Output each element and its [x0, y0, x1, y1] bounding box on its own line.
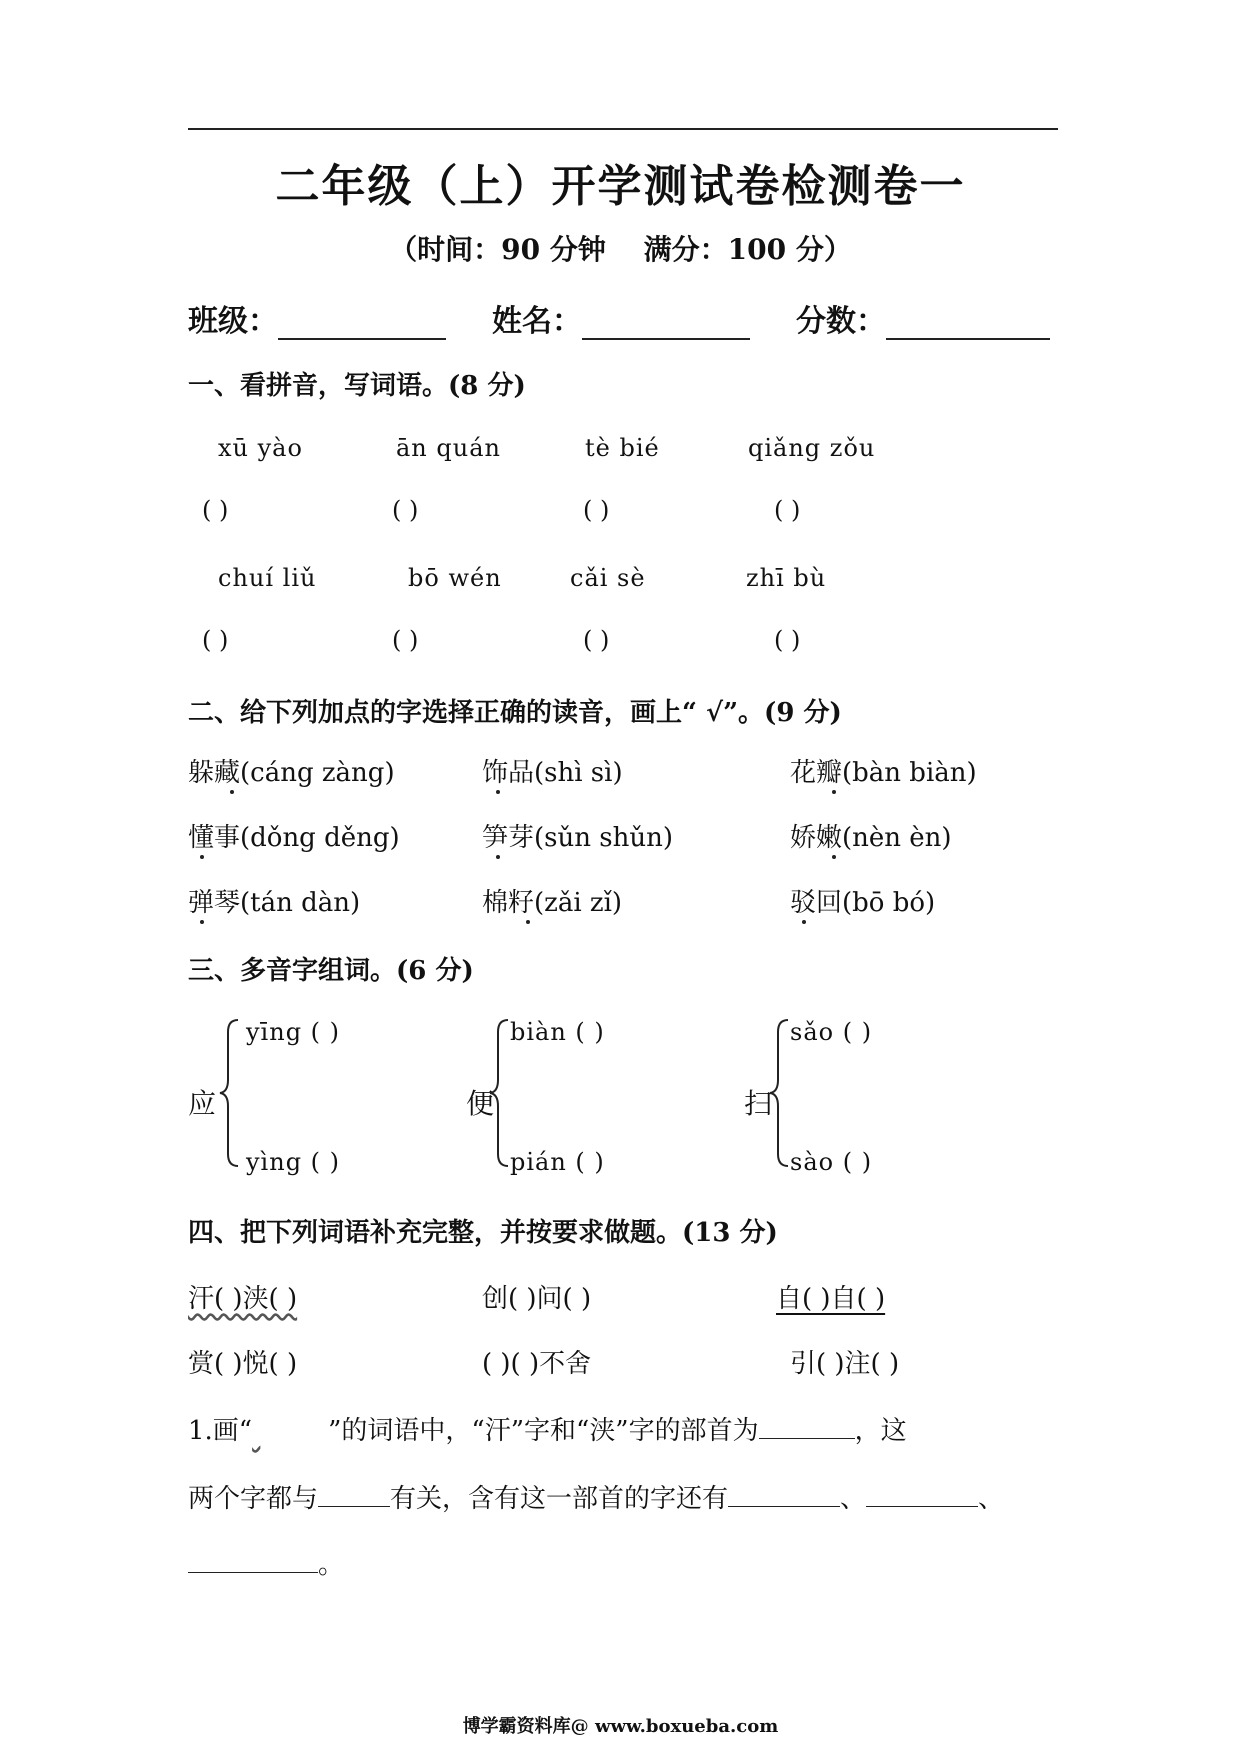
q1-blank-radical[interactable] — [759, 1414, 855, 1439]
pinyin-8: zhī bù — [746, 564, 827, 592]
pinyin-3: tè bié — [585, 434, 660, 462]
answer-paren[interactable]: ( ) — [202, 626, 229, 654]
polyphone-top[interactable]: sǎo ( ) — [790, 1018, 873, 1046]
polyphone-top[interactable]: yīng ( ) — [246, 1018, 341, 1046]
idiom-blank[interactable]: 创( )问( ) — [482, 1284, 592, 1314]
polyphone-top[interactable]: biàn ( ) — [510, 1018, 605, 1046]
reading-item[interactable]: 驳回(bō bó) — [790, 888, 936, 918]
idiom-blank[interactable]: ( )( )不舍 — [482, 1349, 592, 1379]
page-title: 二年级（上）开学测试卷检测卷一 — [275, 161, 966, 212]
answer-paren[interactable]: ( ) — [583, 496, 610, 524]
pinyin-4: qiǎng zǒu — [748, 434, 876, 462]
pinyin-7: cǎi sè — [570, 564, 646, 592]
class-blank[interactable] — [278, 308, 446, 340]
emphasis-dot — [802, 920, 806, 924]
score-field — [796, 296, 1050, 340]
emphasis-dot — [496, 790, 500, 794]
q1-blank-related[interactable] — [318, 1482, 390, 1507]
q1-sep: 、 — [840, 1484, 867, 1514]
emphasis-dot — [496, 855, 500, 859]
question-1-line2 — [188, 1478, 1004, 1515]
answer-paren[interactable]: ( ) — [392, 496, 419, 524]
question-1-line3 — [188, 1544, 344, 1581]
reading-item[interactable]: 棉籽(zǎi zǐ) — [482, 888, 623, 918]
q1-text-e: 有关，含有这一部首的字还有 — [390, 1484, 729, 1514]
polyphone-bottom[interactable]: sào ( ) — [790, 1148, 873, 1176]
emphasis-dot — [832, 855, 836, 859]
reading-item[interactable]: 娇嫩(nèn èn) — [790, 823, 952, 853]
answer-paren[interactable]: ( ) — [583, 626, 610, 654]
reading-item[interactable]: 花瓣(bàn biàn) — [790, 758, 977, 788]
footer-watermark: 博学霸资料库@ www.boxueba.com — [462, 1716, 779, 1737]
score-blank[interactable] — [886, 308, 1050, 340]
q1-blank-char3[interactable] — [188, 1548, 318, 1573]
polyphone-char: 应 — [188, 1087, 217, 1120]
subtitle — [0, 228, 1241, 268]
emphasis-dot — [230, 790, 234, 794]
name-blank[interactable] — [582, 308, 750, 340]
q1-text-c: ，这 — [854, 1416, 907, 1446]
section2-heading: 二、给下列加点的字选择正确的读音，画上“ √”。(9 分) — [188, 698, 842, 728]
reading-item[interactable]: 笋芽(sǔn shǔn) — [482, 823, 673, 853]
subtitle-score: 满分：100 分） — [643, 233, 852, 266]
polyphone-char: 扫 — [744, 1087, 773, 1120]
polyphone-bottom[interactable]: pián ( ) — [510, 1148, 605, 1176]
answer-paren[interactable]: ( ) — [202, 496, 229, 524]
emphasis-dot — [200, 920, 204, 924]
q1-blank-char2[interactable] — [866, 1482, 978, 1507]
name-label: 姓名： — [492, 304, 582, 339]
subtitle-time: （时间：90 分钟 — [389, 233, 606, 266]
pinyin-2: ān quán — [396, 434, 501, 462]
q1-end: 。 — [318, 1550, 345, 1580]
reading-item[interactable]: 弹琴(tán dàn) — [188, 888, 361, 918]
wavy-line-sample — [252, 1416, 328, 1446]
answer-paren[interactable]: ( ) — [774, 626, 801, 654]
emphasis-dot — [526, 920, 530, 924]
reading-item[interactable]: 懂事(dǒng děng) — [188, 823, 400, 853]
pinyin-1: xū yào — [218, 434, 303, 462]
reading-item[interactable]: 躲藏(cáng zàng) — [188, 758, 395, 788]
section3-heading: 三、多音字组词。(6 分) — [188, 956, 474, 986]
polyphone-bottom[interactable]: yìng ( ) — [246, 1148, 341, 1176]
class-field — [188, 296, 446, 340]
idiom-blank[interactable]: 自( )自( ) — [776, 1284, 886, 1314]
idiom-blank[interactable]: 赏( )悦( ) — [188, 1349, 298, 1379]
pinyin-6: bō wén — [408, 564, 502, 592]
q1-blank-char1[interactable] — [728, 1482, 840, 1507]
polyphone-char: 便 — [466, 1087, 495, 1120]
section4-heading: 四、把下列词语补充完整，并按要求做题。(13 分) — [188, 1218, 778, 1248]
q1-sep: 、 — [978, 1484, 1005, 1514]
brace-icon — [488, 1018, 510, 1168]
q1-text-b: ”的词语中，“汗”字和“浃”字的部首为 — [328, 1416, 759, 1446]
brace-icon — [218, 1018, 240, 1168]
answer-paren[interactable]: ( ) — [392, 626, 419, 654]
question-1-line1 — [188, 1410, 907, 1447]
emphasis-dot — [832, 790, 836, 794]
top-rule — [188, 128, 1058, 130]
brace-icon — [768, 1018, 790, 1168]
q1-text-a: 1.画“ — [188, 1416, 253, 1446]
reading-item[interactable]: 饰品(shì sì) — [482, 758, 623, 788]
name-field — [492, 296, 750, 340]
pinyin-5: chuí liǔ — [218, 564, 317, 592]
section1-heading: 一、看拼音，写词语。(8 分) — [188, 371, 526, 401]
emphasis-dot — [200, 855, 204, 859]
idiom-blank[interactable]: 汗( )浃( ) — [188, 1284, 298, 1314]
class-label: 班级： — [188, 304, 278, 339]
idiom-blank[interactable]: 引( )注( ) — [790, 1349, 900, 1379]
score-label: 分数： — [796, 304, 886, 339]
q1-text-d: 两个字都与 — [188, 1484, 319, 1514]
answer-paren[interactable]: ( ) — [774, 496, 801, 524]
